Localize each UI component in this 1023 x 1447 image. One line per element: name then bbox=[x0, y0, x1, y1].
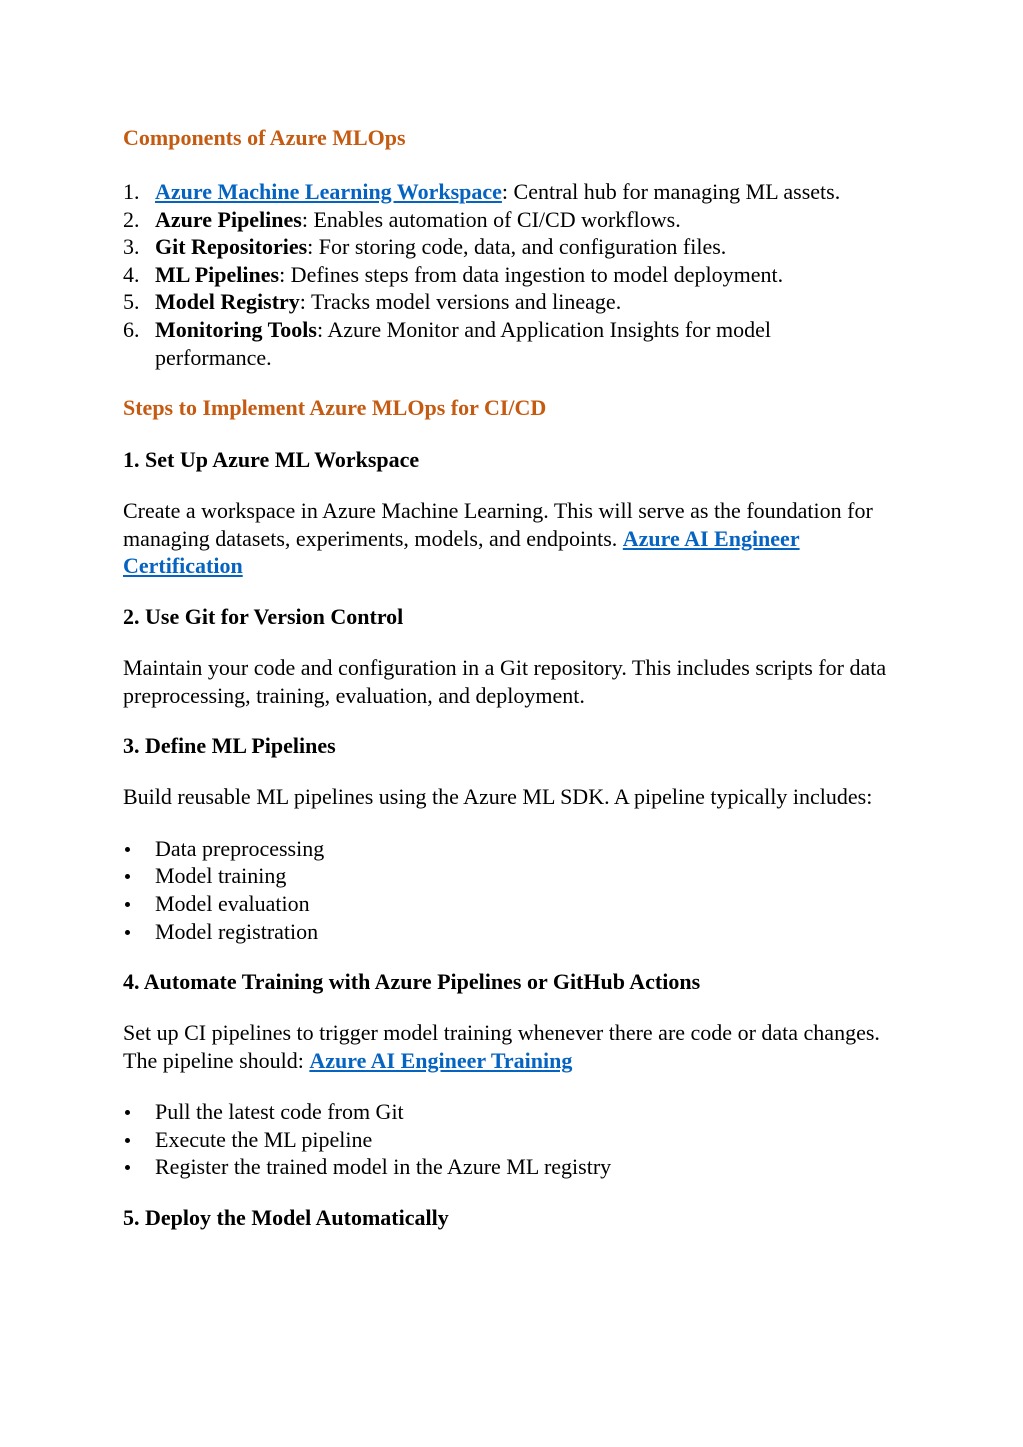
list-number: 4. bbox=[123, 261, 140, 287]
list-item-term: Azure Pipelines bbox=[155, 206, 302, 232]
list-item bbox=[123, 1098, 893, 1126]
list-item bbox=[123, 233, 893, 261]
list-item bbox=[123, 835, 893, 863]
azure-ai-engineer-certification-link[interactable]: Azure AI Engineer Certification bbox=[123, 525, 800, 579]
step4-bullet-list bbox=[123, 1098, 893, 1181]
step2-heading: 2. Use Git for Version Control bbox=[123, 603, 404, 629]
list-item bbox=[123, 288, 893, 316]
list-item-text: Model registration bbox=[155, 918, 319, 944]
step4-body: Set up CI pipelines to trigger model training whenever there are code or data changes. The pipeline should: bbox=[123, 1020, 880, 1073]
list-item bbox=[123, 1126, 893, 1154]
list-item-text: Pull the latest code from Git bbox=[155, 1099, 404, 1125]
list-item-text: Execute the ML pipeline bbox=[155, 1126, 373, 1152]
step4-paragraph bbox=[123, 1019, 893, 1074]
list-number: 3. bbox=[123, 234, 140, 260]
bullet-icon bbox=[125, 1110, 130, 1115]
list-item bbox=[123, 890, 893, 918]
list-item bbox=[123, 1153, 893, 1181]
list-item bbox=[123, 206, 893, 234]
step3-heading: 3. Define ML Pipelines bbox=[123, 733, 336, 759]
list-item-text: Model training bbox=[155, 863, 287, 889]
list-item bbox=[123, 918, 893, 946]
list-number: 2. bbox=[123, 206, 140, 232]
list-number: 6. bbox=[123, 316, 140, 342]
azure-ai-engineer-training-link[interactable]: Azure AI Engineer Training bbox=[309, 1047, 573, 1073]
step5-heading: 5. Deploy the Model Automatically bbox=[123, 1205, 449, 1231]
step2-body: Maintain your code and configuration in a Git repository. This includes scripts for data preprocessing, training, evaluation, and deployment. bbox=[123, 654, 887, 708]
step1-paragraph bbox=[123, 497, 893, 580]
list-item-term: Model Registry bbox=[155, 289, 300, 315]
section-title-components: Components of Azure MLOps bbox=[123, 125, 406, 150]
components-list bbox=[123, 178, 893, 371]
bullet-icon bbox=[125, 1138, 130, 1143]
list-number: 5. bbox=[123, 289, 140, 315]
bullet-icon bbox=[125, 874, 130, 879]
azure-ml-workspace-link[interactable]: Azure Machine Learning Workspace bbox=[155, 179, 502, 204]
section-title-steps: Steps to Implement Azure MLOps for CI/CD bbox=[123, 395, 547, 421]
list-item-desc: : Enables automation of CI/CD workflows. bbox=[301, 206, 681, 232]
list-item-term: Monitoring Tools bbox=[155, 316, 317, 342]
bullet-icon bbox=[125, 1165, 130, 1170]
list-item-desc: : Azure Monitor and Application Insights for model performance. bbox=[155, 316, 771, 370]
bullet-icon bbox=[125, 847, 130, 852]
step1-body: Create a workspace in Azure Machine Learning. This will serve as the foundation for managing datasets, experiments, models, and endpoints. bbox=[123, 498, 873, 551]
list-item bbox=[123, 178, 893, 206]
list-item bbox=[123, 862, 893, 890]
list-item-text: Data preprocessing bbox=[155, 835, 325, 861]
step3-bullet-list bbox=[123, 835, 893, 945]
document-page bbox=[123, 121, 893, 1233]
list-item-text: Register the trained model in the Azure ML registry bbox=[155, 1154, 612, 1180]
list-item-desc: : For storing code, data, and configuration files. bbox=[307, 234, 727, 260]
list-item bbox=[123, 316, 893, 371]
step4-heading: 4. Automate Training with Azure Pipelines or GitHub Actions bbox=[123, 969, 701, 995]
bullet-icon bbox=[125, 902, 130, 907]
list-item-term: Git Repositories bbox=[155, 234, 308, 260]
step3-body: Build reusable ML pipelines using the Azure ML SDK. A pipeline typically includes: bbox=[123, 784, 873, 810]
list-item-desc: : Tracks model versions and lineage. bbox=[299, 289, 622, 315]
step1-heading: 1. Set Up Azure ML Workspace bbox=[123, 447, 420, 473]
list-item-term: ML Pipelines bbox=[155, 261, 280, 287]
list-item-desc: : Defines steps from data ingestion to model deployment. bbox=[279, 261, 784, 287]
list-item-desc: : Central hub for managing ML assets. bbox=[501, 179, 841, 204]
list-number: 1. bbox=[123, 179, 140, 204]
list-item-text: Model evaluation bbox=[155, 890, 310, 916]
bullet-icon bbox=[125, 930, 130, 935]
list-item bbox=[123, 261, 893, 289]
